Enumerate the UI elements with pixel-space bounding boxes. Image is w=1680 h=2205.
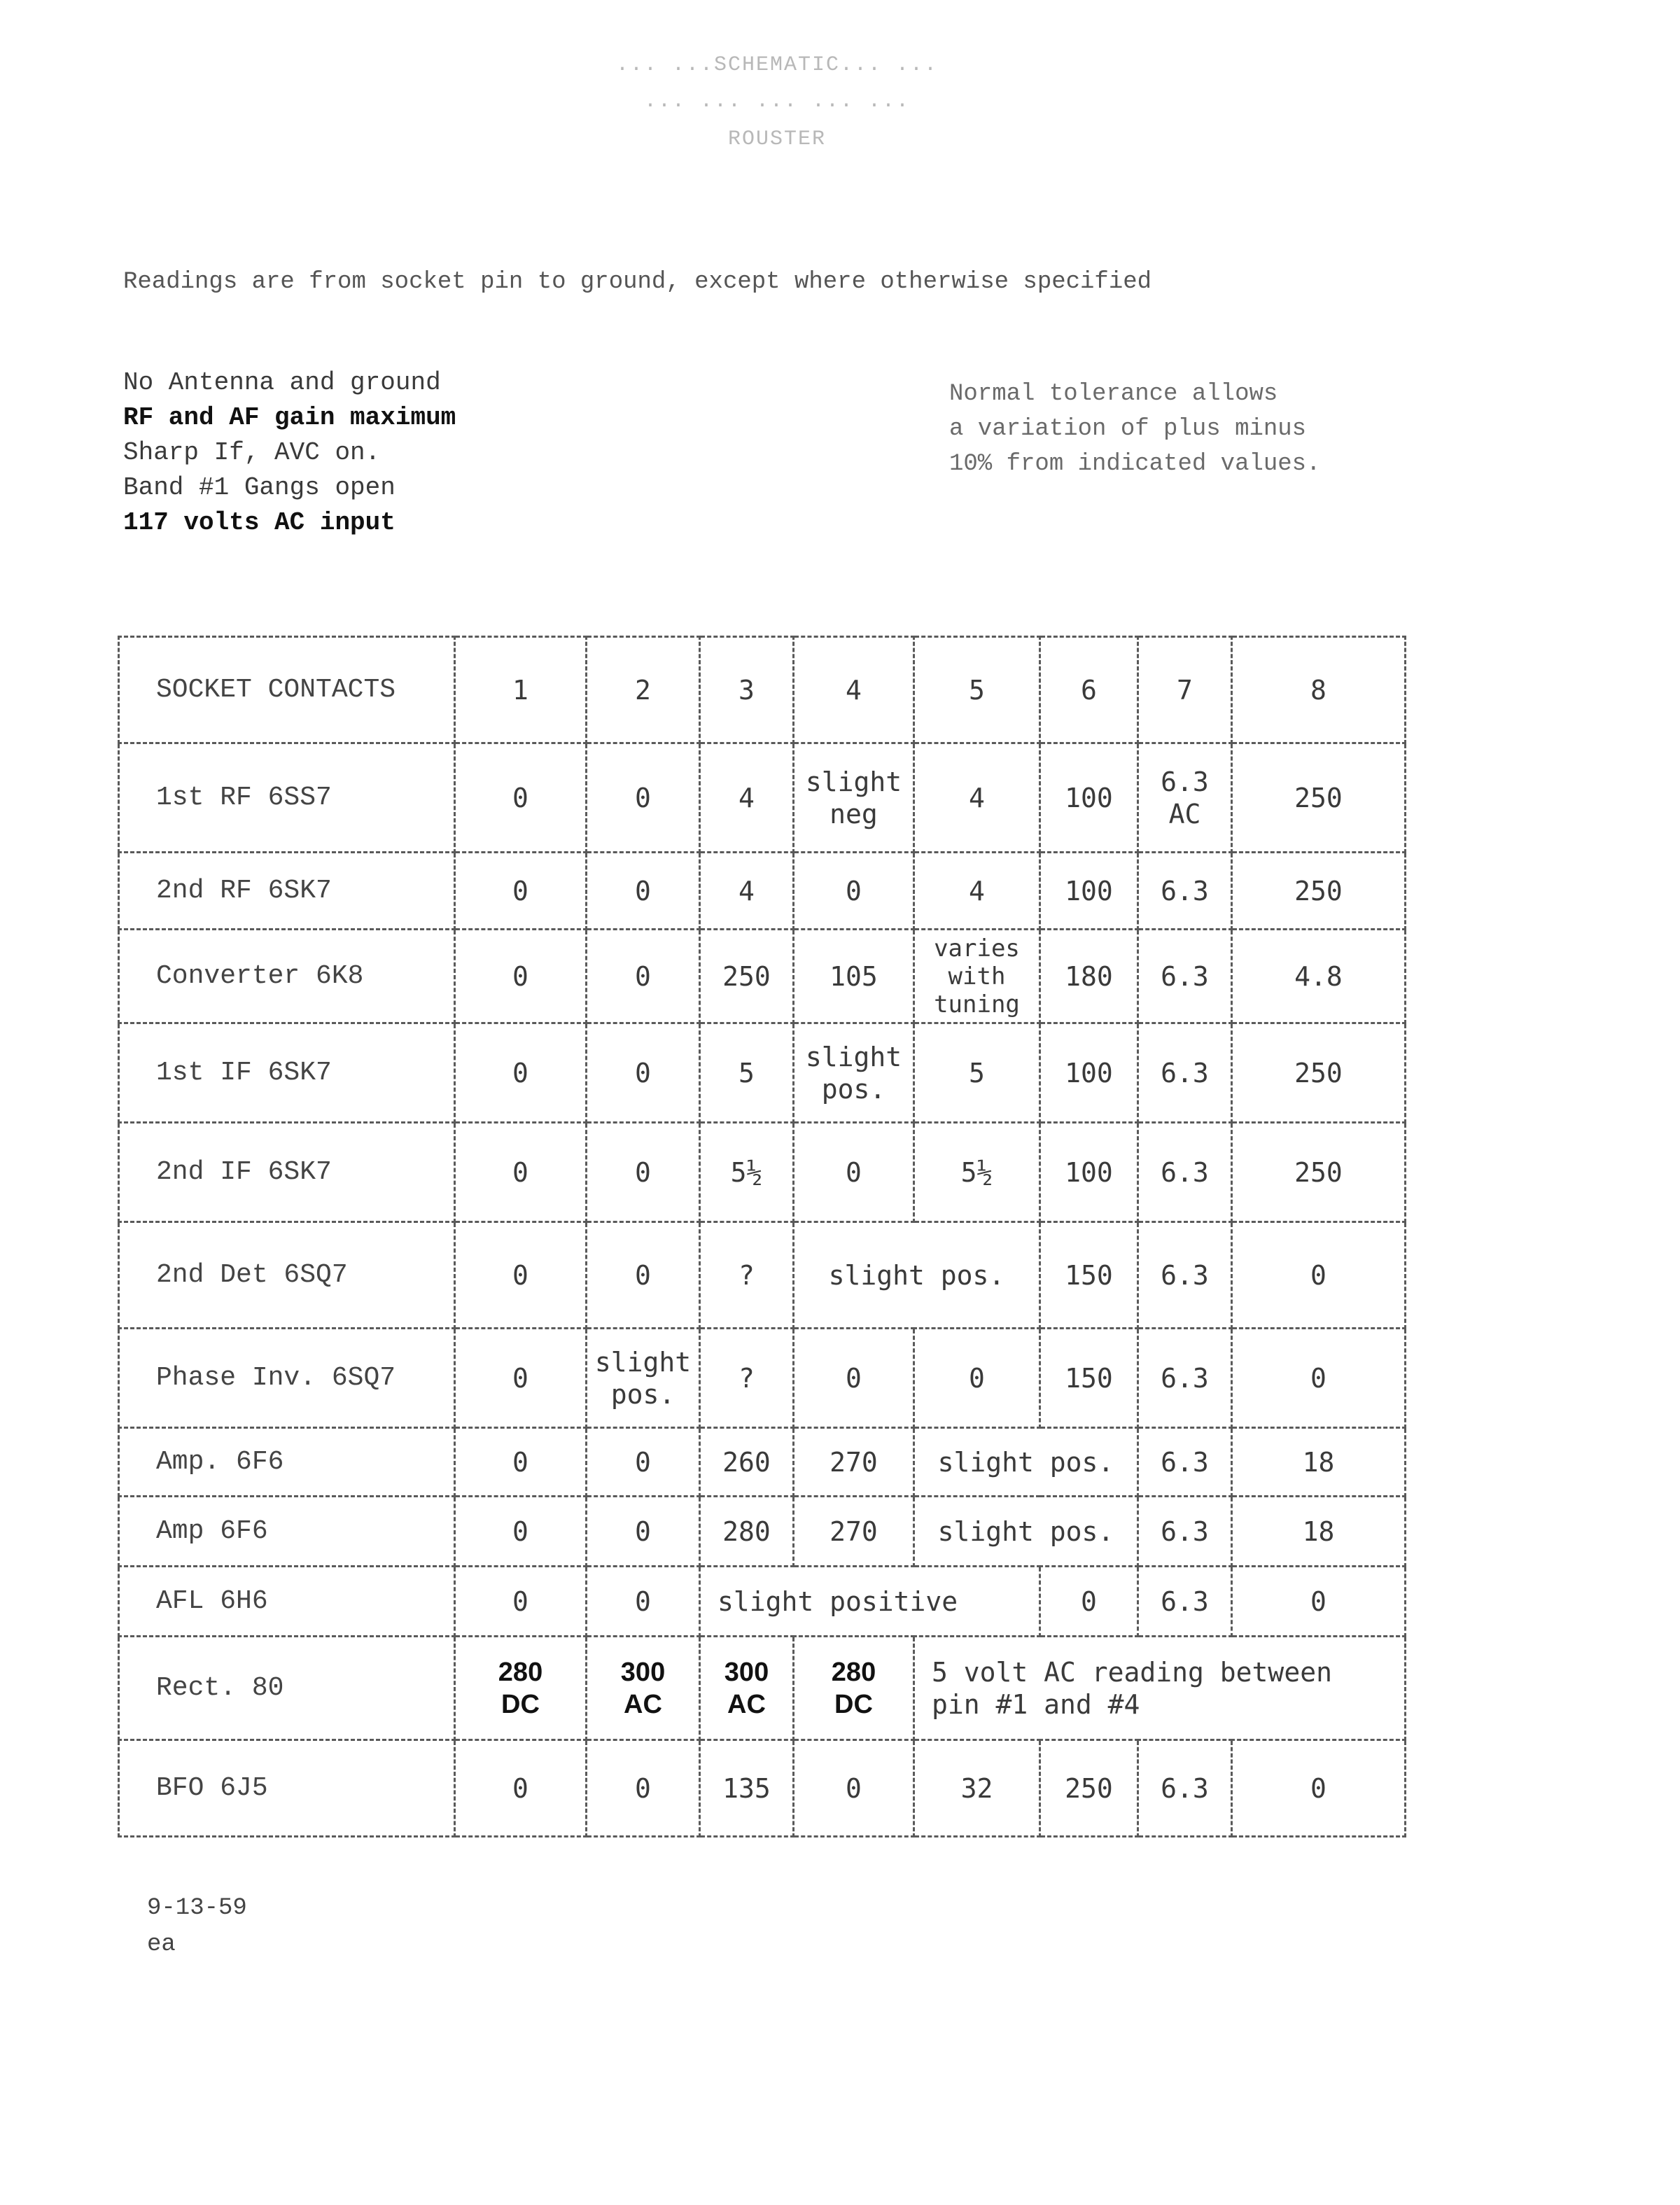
row-label: BFO 6J5 bbox=[119, 1740, 455, 1837]
condition-item: Sharp If, AVC on. bbox=[123, 438, 381, 467]
table-cell: 0 bbox=[455, 1740, 587, 1837]
table-cell: 6.3 bbox=[1138, 853, 1232, 930]
conditions-list bbox=[123, 365, 456, 540]
table-cell: 100 bbox=[1040, 1023, 1138, 1123]
table-cell: 0 bbox=[455, 1222, 587, 1329]
table-cell: 0 bbox=[587, 1428, 700, 1497]
table-cell: 6.3 bbox=[1138, 1428, 1232, 1497]
table-header-row bbox=[119, 637, 1406, 743]
table-cell: 0 bbox=[794, 1329, 914, 1428]
table-cell: 250 bbox=[1232, 1123, 1406, 1222]
table-cell: 5 bbox=[700, 1023, 794, 1123]
table-cell: 0 bbox=[587, 1497, 700, 1567]
table-cell: 250 bbox=[700, 930, 794, 1023]
row-label: Amp. 6F6 bbox=[119, 1428, 455, 1497]
header-line-2: ... ... ... ... ... bbox=[643, 90, 911, 113]
table-row bbox=[119, 743, 1406, 853]
table-cell: 135 bbox=[700, 1740, 794, 1837]
table-cell: 0 bbox=[914, 1329, 1040, 1428]
table-cell: 18 bbox=[1232, 1428, 1406, 1497]
table-cell: 0 bbox=[794, 1740, 914, 1837]
table-cell: 0 bbox=[587, 930, 700, 1023]
row-label: Rect. 80 bbox=[119, 1637, 455, 1740]
table-cell: 105 bbox=[794, 930, 914, 1023]
table-row bbox=[119, 1740, 1406, 1837]
footer-initials: ea bbox=[147, 1931, 176, 1958]
table-cell: 0 bbox=[587, 1740, 700, 1837]
table-cell: 280 DC bbox=[455, 1637, 587, 1740]
header-cell: 5 bbox=[914, 637, 1040, 743]
table-cell: 0 bbox=[587, 1123, 700, 1222]
table-row bbox=[119, 1023, 1406, 1123]
header-line-3: ROUSTER bbox=[727, 127, 827, 151]
row-label: 1st RF 6SS7 bbox=[119, 743, 455, 853]
table-cell: 0 bbox=[455, 743, 587, 853]
table-cell: 5½ bbox=[700, 1123, 794, 1222]
table-cell: 280 bbox=[700, 1497, 794, 1567]
table-cell: 4 bbox=[700, 853, 794, 930]
header-cell: 6 bbox=[1040, 637, 1138, 743]
table-cell: 0 bbox=[794, 1123, 914, 1222]
table-cell: 4.8 bbox=[1232, 930, 1406, 1023]
table-cell: 18 bbox=[1232, 1497, 1406, 1567]
condition-item: Band #1 Gangs open bbox=[123, 473, 396, 502]
intro-text: Readings are from socket pin to ground, except where otherwise specified bbox=[123, 269, 1152, 295]
tolerance-note bbox=[949, 377, 1411, 482]
table-cell: 6.3 bbox=[1138, 1023, 1232, 1123]
row-label: 2nd Det 6SQ7 bbox=[119, 1222, 455, 1329]
table-cell: 4 bbox=[914, 743, 1040, 853]
row-label: Converter 6K8 bbox=[119, 930, 455, 1023]
table-cell: 0 bbox=[455, 930, 587, 1023]
header-cell: 2 bbox=[587, 637, 700, 743]
table-cell: 6.3 bbox=[1138, 1567, 1232, 1637]
table-cell: 6.3 bbox=[1138, 1123, 1232, 1222]
table-cell: 280 DC bbox=[794, 1637, 914, 1740]
table-cell: varies with tuning bbox=[914, 930, 1040, 1023]
table-cell: 6.3 AC bbox=[1138, 743, 1232, 853]
table-cell: 0 bbox=[587, 1567, 700, 1637]
table-cell: slight neg bbox=[794, 743, 914, 853]
table-cell: slight positive bbox=[700, 1567, 1040, 1637]
row-label: 1st IF 6SK7 bbox=[119, 1023, 455, 1123]
table-cell: 0 bbox=[455, 853, 587, 930]
table-cell: 6.3 bbox=[1138, 1329, 1232, 1428]
table-row bbox=[119, 853, 1406, 930]
table-cell: 5 bbox=[914, 1023, 1040, 1123]
row-label: AFL 6H6 bbox=[119, 1567, 455, 1637]
table-cell: 0 bbox=[455, 1023, 587, 1123]
table-cell: 100 bbox=[1040, 743, 1138, 853]
table-row bbox=[119, 1497, 1406, 1567]
table-cell: slight pos. bbox=[794, 1222, 1040, 1329]
header-cell: 1 bbox=[455, 637, 587, 743]
table-cell: 300 AC bbox=[587, 1637, 700, 1740]
table-cell: 0 bbox=[794, 853, 914, 930]
table-cell: 250 bbox=[1232, 853, 1406, 930]
table-cell: 0 bbox=[1040, 1567, 1138, 1637]
table-cell: 6.3 bbox=[1138, 1740, 1232, 1837]
footer-date: 9-13-59 bbox=[147, 1895, 247, 1921]
table-cell: 260 bbox=[700, 1428, 794, 1497]
table-cell: 100 bbox=[1040, 853, 1138, 930]
row-label: Amp 6F6 bbox=[119, 1497, 455, 1567]
table-cell: 6.3 bbox=[1138, 1222, 1232, 1329]
table-cell: 150 bbox=[1040, 1329, 1138, 1428]
table-cell: 0 bbox=[587, 853, 700, 930]
row-label: 2nd IF 6SK7 bbox=[119, 1123, 455, 1222]
table-cell: slight pos. bbox=[587, 1329, 700, 1428]
table-cell: 300 AC bbox=[700, 1637, 794, 1740]
table-row bbox=[119, 1222, 1406, 1329]
condition-item: RF and AF gain maximum bbox=[123, 403, 456, 432]
table-cell: slight pos. bbox=[794, 1023, 914, 1123]
header-cell: 4 bbox=[794, 637, 914, 743]
table-cell: 0 bbox=[455, 1497, 587, 1567]
tolerance-line: a variation of plus minus bbox=[949, 416, 1307, 442]
table-row bbox=[119, 930, 1406, 1023]
footer bbox=[147, 1890, 247, 1963]
table-cell: 0 bbox=[1232, 1329, 1406, 1428]
row-label: 2nd RF 6SK7 bbox=[119, 853, 455, 930]
table-cell: 0 bbox=[1232, 1222, 1406, 1329]
table-cell: 4 bbox=[914, 853, 1040, 930]
header-line-1: ... ...SCHEMATIC... ... bbox=[615, 53, 939, 77]
table-cell: slight pos. bbox=[914, 1497, 1138, 1567]
condition-item: No Antenna and ground bbox=[123, 368, 441, 397]
table-cell: 6.3 bbox=[1138, 930, 1232, 1023]
tolerance-line: Normal tolerance allows bbox=[949, 381, 1278, 407]
table-cell: 5 volt AC reading between pin #1 and #4 bbox=[914, 1637, 1406, 1740]
table-cell: 250 bbox=[1040, 1740, 1138, 1837]
condition-item: 117 volts AC input bbox=[123, 508, 396, 537]
table-row bbox=[119, 1123, 1406, 1222]
table-row bbox=[119, 1637, 1406, 1740]
table-cell: ? bbox=[700, 1222, 794, 1329]
row-label: Phase Inv. 6SQ7 bbox=[119, 1329, 455, 1428]
table-cell: 5½ bbox=[914, 1123, 1040, 1222]
table-row bbox=[119, 1567, 1406, 1637]
table-cell: 250 bbox=[1232, 743, 1406, 853]
table-cell: 32 bbox=[914, 1740, 1040, 1837]
table-cell: 180 bbox=[1040, 930, 1138, 1023]
table-cell: 0 bbox=[587, 1222, 700, 1329]
header-cell: 8 bbox=[1232, 637, 1406, 743]
table-cell: 0 bbox=[455, 1123, 587, 1222]
table-cell: 0 bbox=[455, 1329, 587, 1428]
table-row bbox=[119, 1329, 1406, 1428]
table-cell: 6.3 bbox=[1138, 1497, 1232, 1567]
table-cell: 150 bbox=[1040, 1222, 1138, 1329]
table-cell: 250 bbox=[1232, 1023, 1406, 1123]
table-cell: 0 bbox=[587, 1023, 700, 1123]
table-cell: 4 bbox=[700, 743, 794, 853]
table-cell: ? bbox=[700, 1329, 794, 1428]
table-cell: slight pos. bbox=[914, 1428, 1138, 1497]
voltage-table bbox=[118, 636, 1406, 1837]
table-row bbox=[119, 1428, 1406, 1497]
header-cell: 7 bbox=[1138, 637, 1232, 743]
header-cell: 3 bbox=[700, 637, 794, 743]
header-cell: SOCKET CONTACTS bbox=[119, 637, 455, 743]
table-cell: 270 bbox=[794, 1497, 914, 1567]
table-cell: 0 bbox=[587, 743, 700, 853]
tolerance-line: 10% from indicated values. bbox=[949, 451, 1321, 477]
table-cell: 0 bbox=[455, 1567, 587, 1637]
table-cell: 100 bbox=[1040, 1123, 1138, 1222]
table-cell: 270 bbox=[794, 1428, 914, 1497]
table-cell: 0 bbox=[1232, 1567, 1406, 1637]
table-cell: 0 bbox=[455, 1428, 587, 1497]
table-cell: 0 bbox=[1232, 1740, 1406, 1837]
